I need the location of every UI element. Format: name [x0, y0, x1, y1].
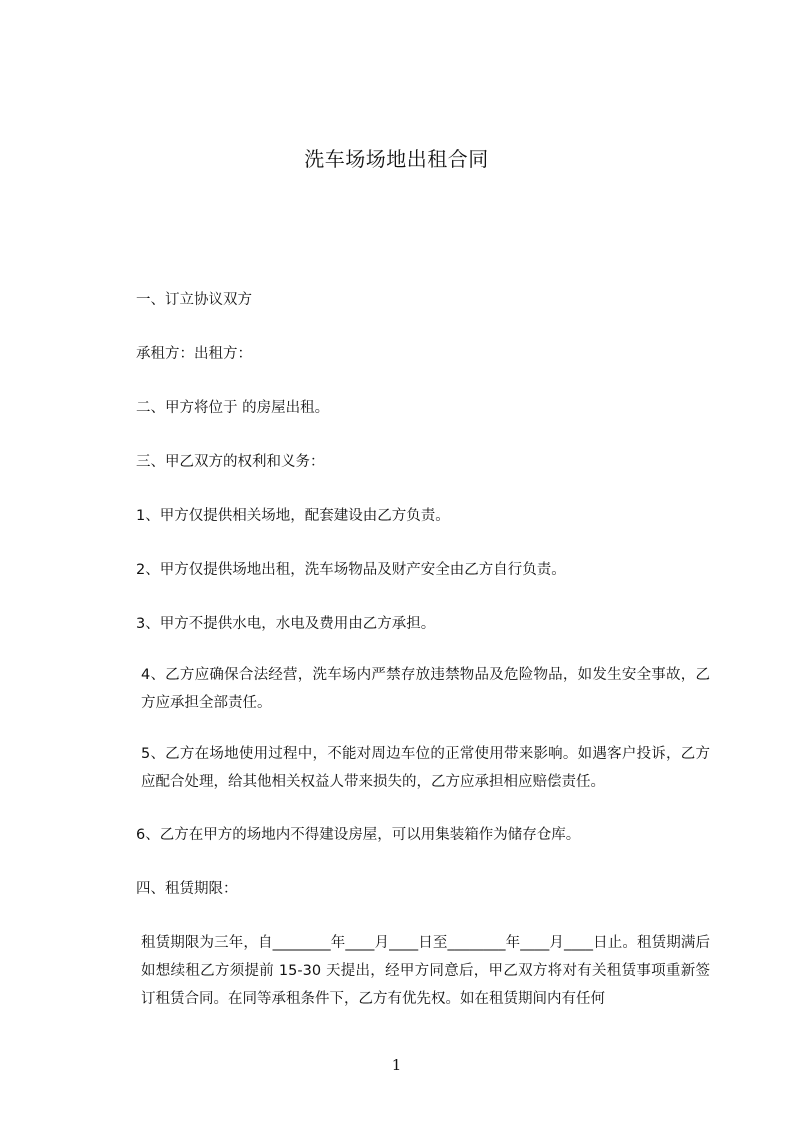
term-paragraph: 租赁期限为三年，自________年____月____日至________年____月____日止。租赁期满后如想续租乙方须提前 15-30 天提出，经甲方同意后，甲乙双方将对有关租赁事项重新签订租赁合同。在同等承租条件下，乙方有优先权。如在租赁期间内有任何 — [141, 935, 710, 1007]
clause-3: 3、甲方不提供水电，水电及费用由乙方承担。 — [136, 616, 436, 632]
clause-5: 5、乙方在场地使用过程中，不能对周边车位的正常使用带来影响。如遇客户投诉，乙方应配合处理，给其他相关权益人带来损失的，乙方应承担相应赔偿责任。 — [141, 746, 710, 790]
section-term-heading: 四、租赁期限： — [136, 881, 238, 897]
parties-line: 承租方：出租方： — [136, 346, 252, 362]
section-rights-heading: 三、甲乙双方的权利和义务： — [136, 454, 325, 470]
section-parties-heading: 一、订立协议双方 — [136, 292, 252, 308]
clause-4: 4、乙方应确保合法经营，洗车场内严禁存放违禁物品及危险物品，如发生安全事故，乙方应承担全部责任。 — [141, 667, 710, 711]
clause-1: 1、甲方仅提供相关场地，配套建设由乙方负责。 — [136, 508, 450, 524]
clause-6: 6、乙方在甲方的场地内不得建设房屋，可以用集装箱作为储存仓库。 — [136, 827, 581, 843]
section-premises: 二、甲方将位于 的房屋出租。 — [136, 400, 330, 416]
page-number: 1 — [391, 1056, 402, 1074]
clause-2: 2、甲方仅提供场地出租，洗车场物品及财产安全由乙方自行负责。 — [136, 562, 566, 578]
document-title: 洗车场场地出租合同 — [304, 147, 489, 171]
